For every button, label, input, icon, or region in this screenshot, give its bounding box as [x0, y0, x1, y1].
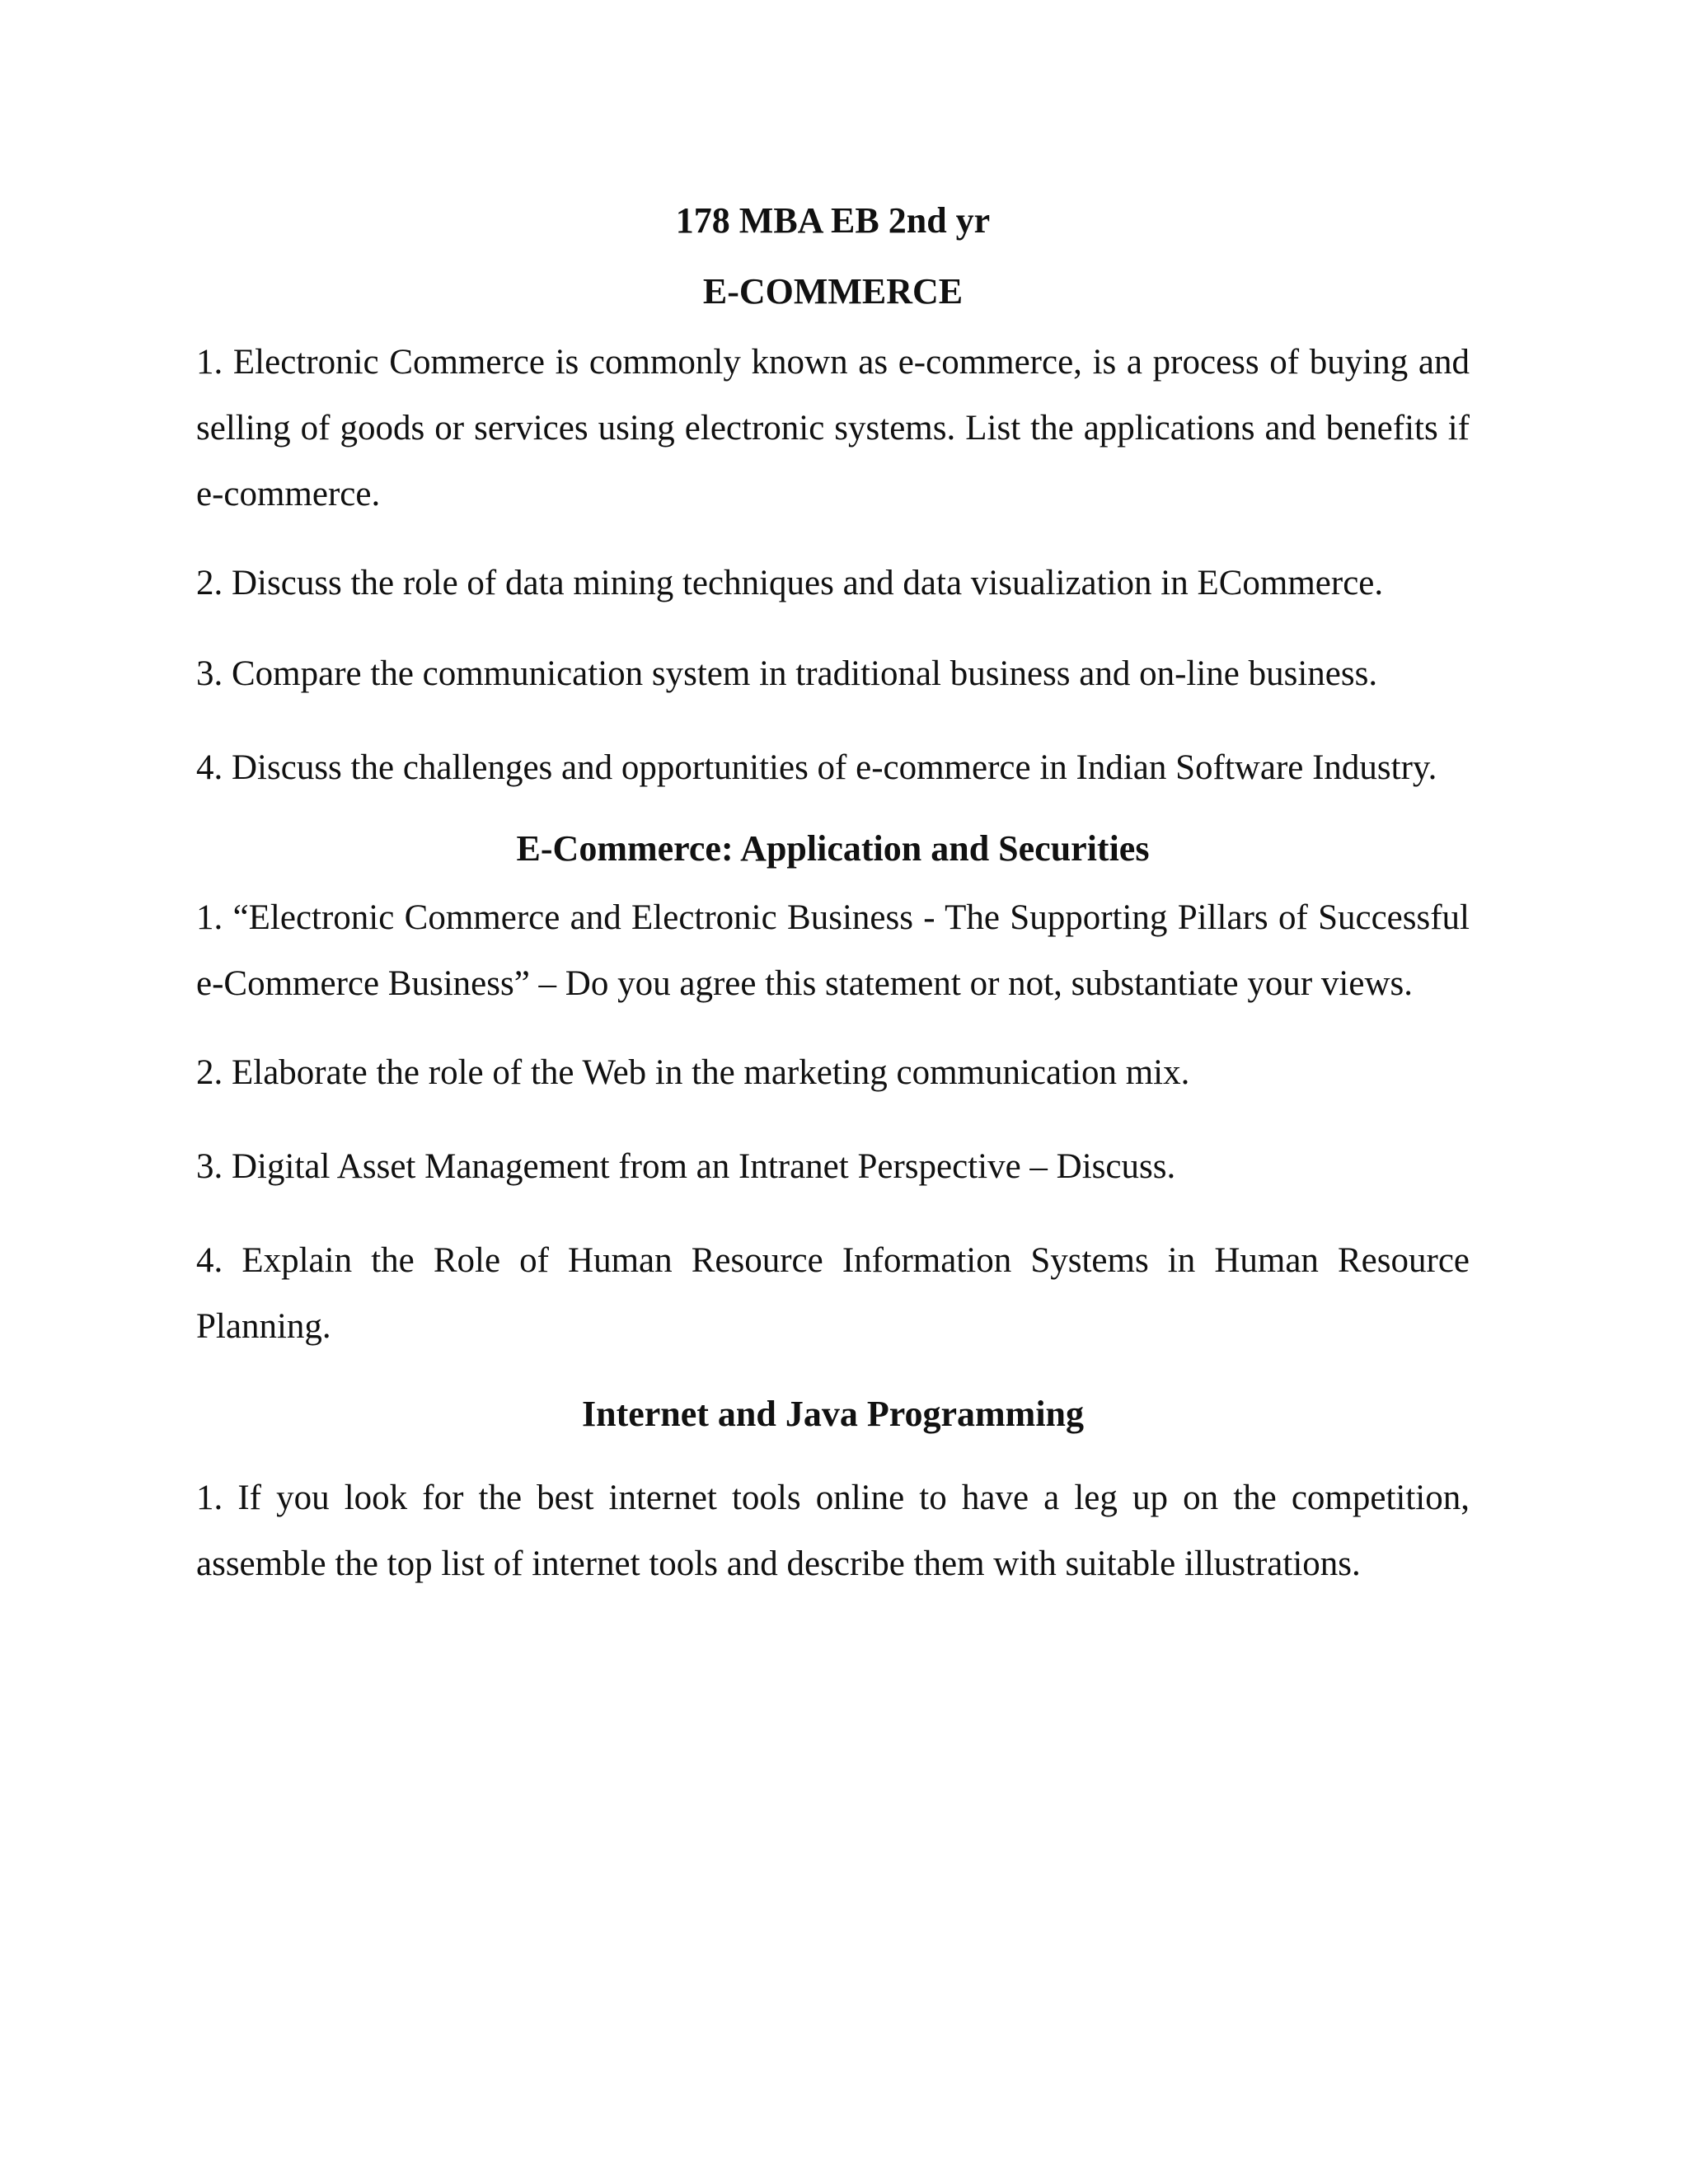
- question-ecommerce-2: 2. Discuss the role of data mining techniques and data visualization in ECommerce.: [196, 564, 1384, 602]
- course-code-heading: 178 MBA EB 2nd yr: [675, 200, 991, 241]
- section-title-e-commerce: E-COMMERCE: [702, 271, 964, 312]
- question-internet-java-1: 1. If you look for the best internet tools online to have a leg up on the competition, assemble the top list of internet tools and describe them with suitable illustrations.: [196, 1479, 1470, 1583]
- question-application-1: 1. “Electronic Commerce and Electronic Business - The Supporting Pillars of Successful e-Commerce Business” – Do you agree this statement or not, substantiate your views.: [196, 898, 1470, 1003]
- section-title-internet-java: Internet and Java Programming: [581, 1394, 1085, 1434]
- document-content: [196, 198, 1470, 1597]
- question-application-2: 2. Elaborate the role of the Web in the marketing communication mix.: [196, 1053, 1190, 1092]
- question-ecommerce-1: 1. Electronic Commerce is commonly known as e-commerce, is a process of buying and selling of goods or services using electronic systems. List the applications and benefits if e-commerce.: [196, 343, 1470, 513]
- question-application-4: 4. Explain the Role of Human Resource Information Systems in Human Resource Planning.: [196, 1241, 1470, 1346]
- question-ecommerce-4: 4. Discuss the challenges and opportunities of e-commerce in Indian Software Industry.: [196, 748, 1437, 787]
- question-ecommerce-3: 3. Compare the communication system in traditional business and on-line business.: [196, 654, 1378, 693]
- question-application-3: 3. Digital Asset Management from an Intranet Perspective – Discuss.: [196, 1147, 1176, 1186]
- section-title-application-securities: E-Commerce: Application and Securities: [516, 828, 1150, 869]
